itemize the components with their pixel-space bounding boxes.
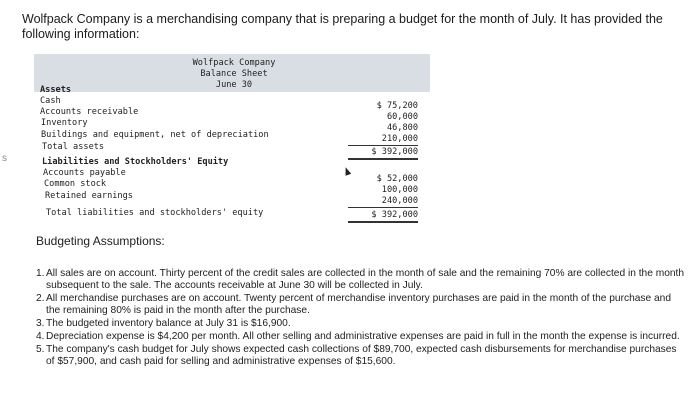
statement-name: Balance Sheet	[200, 69, 268, 79]
list-item	[36, 318, 686, 330]
statement-date: June 30	[215, 80, 253, 90]
assets-heading: Assets	[40, 85, 72, 95]
liability-amount: 240,000	[348, 196, 418, 208]
company-name: Wolfpack Company	[192, 58, 276, 68]
asset-amount: 46,800	[386, 123, 418, 133]
list-item	[36, 331, 686, 343]
item-text: Depreciation expense is $4,200 per month. All other selling and administrative expenses are paid in full in the month the expense is incurred.	[46, 331, 680, 342]
liability-label: Accounts payable	[43, 168, 126, 178]
balance-sheet	[34, 48, 430, 228]
balance-sheet-header	[34, 54, 430, 92]
total-liabilities-amount: $ 392,000	[348, 210, 418, 223]
asset-label: Inventory	[41, 118, 88, 128]
total-assets-amount: $ 392,000	[348, 147, 418, 160]
total-liabilities-label: Total liabilities and stockholders' equity	[46, 208, 264, 218]
margin-mark: s	[2, 153, 7, 164]
item-text: All sales are on account. Thirty percent of the credit sales are collected in the month of sale and the remaining 70% are collected in the month subsequent to the sale. The accounts receivable at June 30 will be collected in July.	[46, 268, 685, 291]
item-number: 2.	[36, 293, 45, 304]
item-number: 4.	[36, 331, 45, 342]
item-text: The budgeted inventory balance at July 31 is $16,900.	[46, 318, 291, 329]
assumptions-list	[36, 268, 686, 369]
item-text: The company's cash budget for July shows expected cash collections of $89,700, expected cash disbursements for merchandise purchases of $57,900, and cash paid for selling and administrative expenses of $15,600.	[46, 344, 677, 367]
item-number: 5.	[36, 344, 45, 355]
liabilities-heading: Liabilities and Stockholders' Equity	[42, 157, 229, 167]
item-text: All merchandise purchases are on account. Twenty percent of merchandise inventory purchases are paid in the month of the purchase and the remaining 80% is paid in the month after the purchase.	[46, 293, 672, 316]
liability-amount: 100,000	[381, 185, 418, 195]
liability-amount: $ 52,000	[376, 174, 418, 184]
asset-amount: 60,000	[386, 112, 418, 122]
asset-label: Cash	[40, 96, 61, 106]
asset-label: Buildings and equipment, net of depreciation	[41, 130, 269, 140]
asset-amount: 210,000	[348, 134, 418, 146]
list-item	[36, 344, 686, 368]
item-number: 1.	[36, 268, 45, 279]
intro-text: Wolfpack Company is a merchandising company that is preparing a budget for the month of July. It has provided the following information:	[22, 12, 663, 41]
asset-amount: $ 75,200	[376, 101, 418, 111]
total-assets-label: Total assets	[42, 142, 105, 152]
item-number: 3.	[36, 318, 45, 329]
budgeting-heading: Budgeting Assumptions:	[36, 234, 165, 248]
liability-label: Retained earnings	[45, 191, 133, 201]
liability-label: Common stock	[44, 179, 107, 189]
asset-label: Accounts receivable	[40, 107, 139, 117]
list-item	[36, 293, 686, 317]
list-item	[36, 268, 686, 292]
